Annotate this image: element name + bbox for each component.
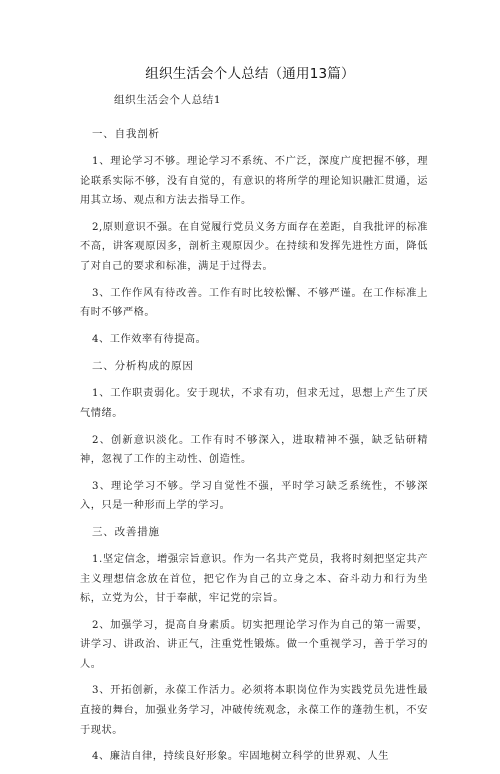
paragraph: 4、廉洁自律，持续良好形象。牢固地树立科学的世界观、人生 bbox=[92, 751, 389, 763]
document-body bbox=[80, 124, 428, 774]
section-heading: 三、改善措施 bbox=[92, 525, 160, 538]
paragraph: 2、加强学习，提高自身素质。切实把理论学习作为自己的第一需要，讲学习、讲政治、讲正气，注重党性锻炼。做一个重视学习，善于学习的人。 bbox=[80, 619, 428, 670]
paragraph: 1.坚定信念，增强宗旨意识。作为一名共产党员，我将时刻把坚定共产主义理想信念放在首位，把它作为自己的立身之本、奋斗动力和行为坐标，立党为公，甘于奉献，牢记党的宗旨。 bbox=[80, 553, 428, 605]
paragraph: 3、工作作风有待改善。工作有时比较松懈、不够严谨。在工作标准上有时不够严格。 bbox=[80, 287, 428, 319]
paragraph: 3、开拓创新，永葆工作活力。必须将本职岗位作为实践党员先进性最直接的舞台，加强业务学习，冲破传统观念，永葆工作的蓬勃生机，不安于现状。 bbox=[80, 685, 428, 736]
section-heading: 二、分析构成的原因 bbox=[92, 360, 194, 373]
document-title: 组织生活会个人总结（通用13篇） bbox=[145, 66, 355, 82]
paragraph: 1、工作职责弱化。安于现状，不求有功，但求无过，思想上产生了厌气情绪。 bbox=[80, 388, 428, 419]
paragraph: 1、理论学习不够。理论学习不系统、不广泛，深度广度把握不够，理论联系实际不够，没有自觉的，有意识的将所学的理论知识融汇贯通，运用其立场、观点和方法去指导工作。 bbox=[80, 156, 428, 207]
document-subtitle: 组织生活会个人总结1 bbox=[114, 94, 222, 106]
paragraph: 4、工作效率有待提高。 bbox=[92, 333, 207, 345]
paragraph: 3、理论学习不够。学习自觉性不强，平时学习缺乏系统性，不够深入，只是一种形而上学的学习。 bbox=[80, 480, 428, 512]
section-heading: 一、自我剖析 bbox=[92, 128, 160, 140]
paragraph: 2,原则意识不强。在自觉履行党员义务方面存在差距，自我批评的标准不高，讲客观原因多，剖析主观原因少。在持续和发挥先进性方面，降低了对自己的要求和标准，满足于过得去。 bbox=[80, 221, 428, 272]
paragraph: 2、创新意识淡化。工作有时不够深入，进取精神不强，缺乏钻研精神，忽视了工作的主动性、创造性。 bbox=[80, 434, 428, 466]
